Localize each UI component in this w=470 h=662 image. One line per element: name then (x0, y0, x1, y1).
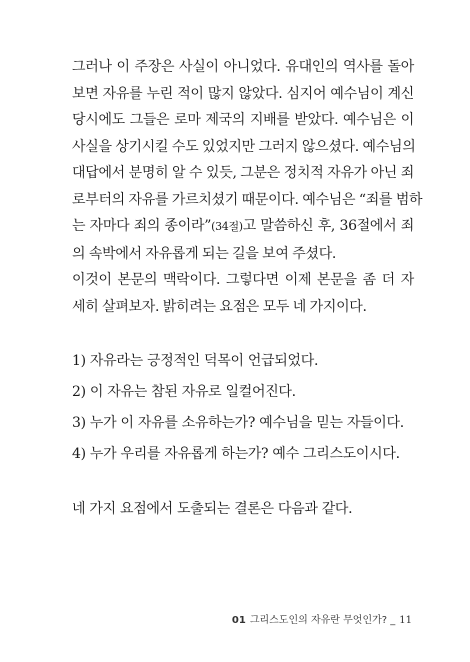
running-footer (232, 611, 412, 626)
points-list (58, 346, 414, 470)
text-line: 그러나 이 주장은 사실이 아니었다. 유대인의 역사를 돌아 (72, 59, 414, 75)
text-segment: 고 말씀하신 후, 36절에서 죄 (242, 218, 414, 234)
paragraph-1 (58, 54, 423, 267)
spacer (58, 470, 414, 496)
conclusion-text: 네 가지 요점에서 도출되는 결론은 다음과 같다. (72, 501, 353, 517)
paragraph-2 (58, 267, 414, 320)
list-item: 3) 누가 이 자유를 소유하는가? 예수님을 믿는 자들이다. (72, 415, 404, 431)
list-item: 2) 이 자유는 참된 자유로 일컬어진다. (72, 384, 296, 400)
list-item: 4) 누가 우리를 자유롭게 하는가? 예수 그리스도이시다. (72, 446, 400, 462)
list-item: 1) 자유라는 긍정적인 덕목이 언급되었다. (72, 353, 319, 369)
text-line: 이것이 본문의 맥락이다. 그렇다면 이제 본문을 좀 더 자 (72, 272, 414, 288)
chapter-title: 그리스도인의 자유란 무엇인가? _ (249, 615, 396, 626)
body-text (58, 54, 423, 522)
verse-reference: (34절) (211, 220, 243, 233)
text-line: 대답에서 분명히 알 수 있듯, 그분은 정치적 자유가 아닌 죄 (72, 165, 414, 181)
text-line: 사실을 상기시킬 수도 있었지만 그러지 않으셨다. 예수님의 (72, 138, 416, 155)
text-line: 로부터의 자유를 가르치셨기 때문이다. 예수님은 “죄를 범하 (72, 191, 423, 208)
text-line: 의 속박에서 자유롭게 되는 길을 보여 주셨다. (72, 245, 337, 262)
text-line: 세히 살펴보자. 밝히려는 요점은 모두 네 가지이다. (72, 298, 367, 315)
text-line: 보면 자유를 누린 적이 많지 않았다. 심지어 예수님이 계신 (72, 85, 414, 102)
text-segment: 는 자마다 죄의 종이라” (72, 218, 212, 234)
chapter-number: 01 (231, 615, 246, 626)
page-number: 11 (399, 615, 412, 626)
text-line: 당시에도 그들은 로마 제국의 지배를 받았다. 예수님은 이 (72, 112, 414, 128)
spacer (58, 320, 414, 346)
text-line-with-reference (58, 213, 414, 241)
